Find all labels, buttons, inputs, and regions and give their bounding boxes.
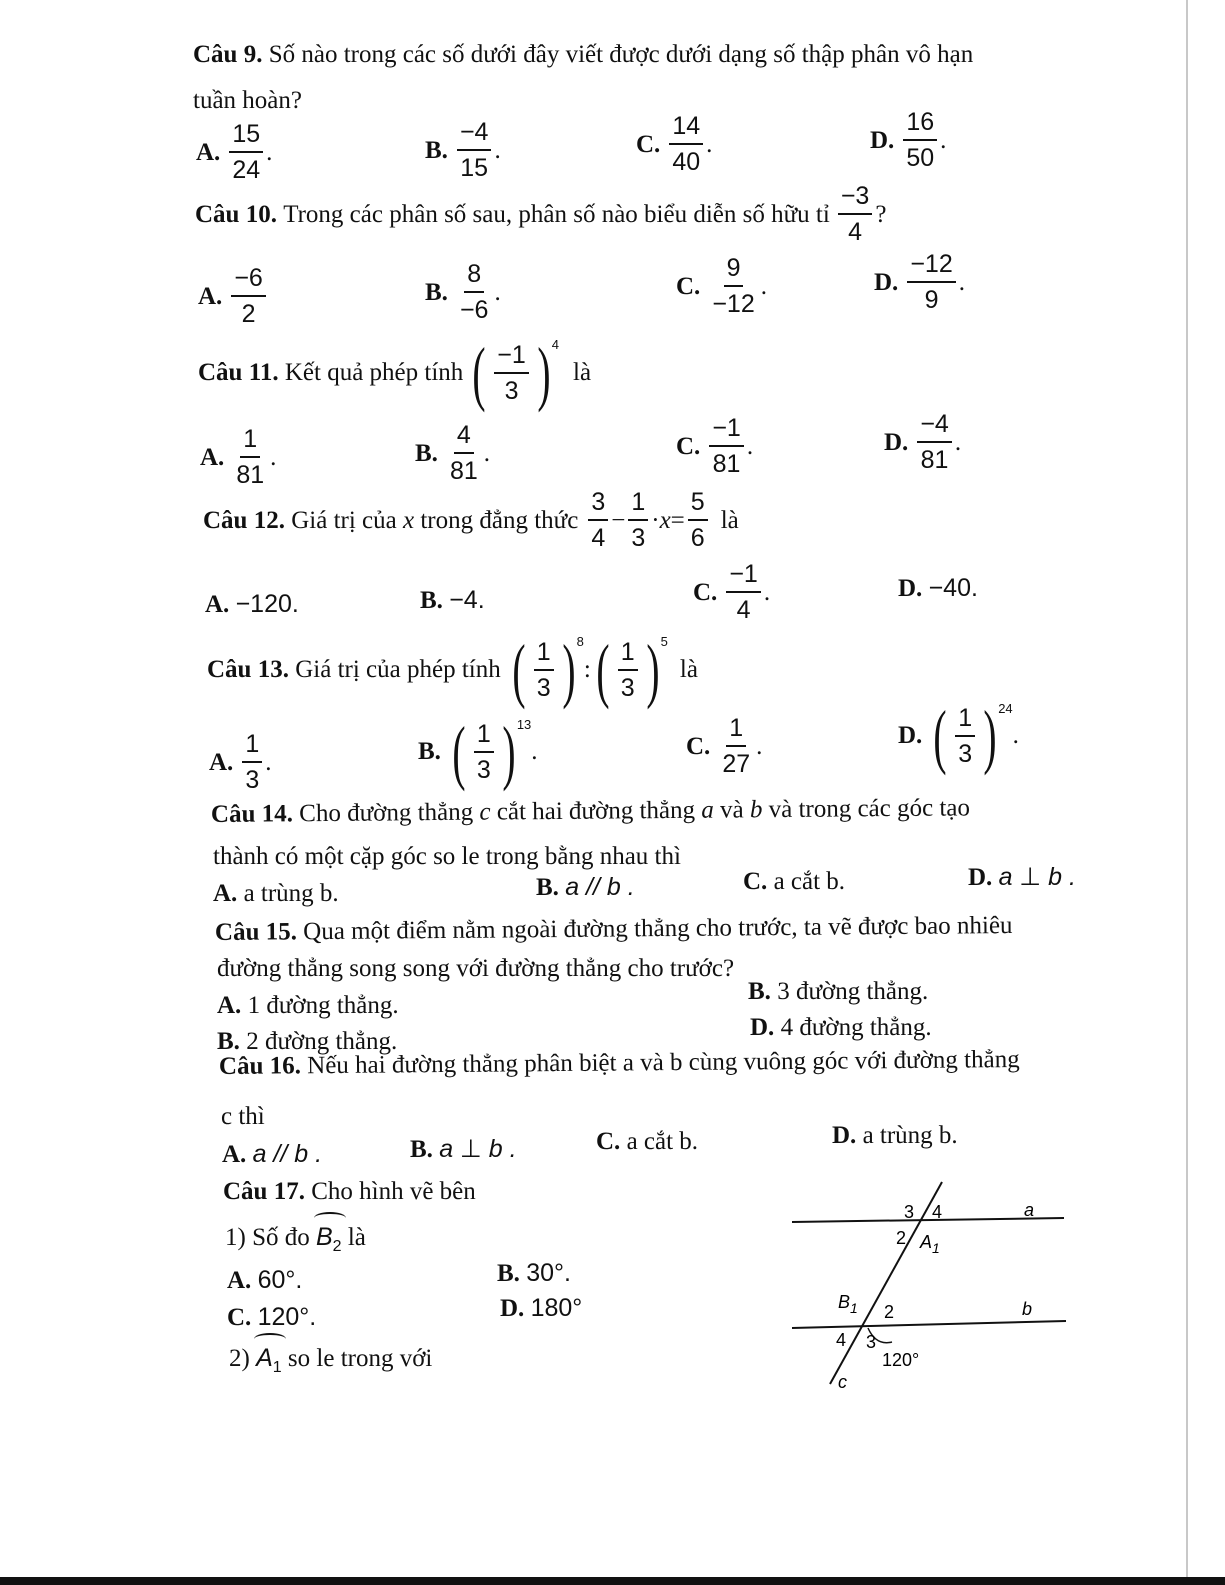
q13-option-b[interactable]: B. ( $\frac{1}{3}$ ) 13 . [418, 712, 538, 792]
q14-line2: thành có một cặp góc so le trong bằng nhau thì [213, 843, 681, 870]
q16-option-b[interactable]: B. a ⊥ b . [410, 1135, 517, 1163]
q11-option-a[interactable]: A. $\frac{1}{81}$ . [200, 425, 277, 489]
q14-option-b[interactable]: B. a // b . [536, 873, 635, 901]
q12-option-a[interactable]: A. −120. [205, 590, 299, 618]
q10-option-a[interactable]: A. $\frac{-6}{2}$ [198, 266, 269, 327]
q16-line1: Câu 16. Nếu hai đường thẳng phân biệt a và b cùng vuông góc với đường thẳng [218, 1046, 1020, 1080]
q12-option-c[interactable]: C. $\frac{-1}{4}$ . [693, 560, 771, 624]
angle-b2: $B_2$ [316, 1222, 342, 1262]
q13-line: Câu 13. Giá trị của phép tính ( $\frac{1}{3}$ ) 8 : ( $\frac{1}{3}$ ) 5 là [207, 630, 698, 710]
q9-option-d[interactable]: D. $\frac{16}{50}$ . [870, 108, 947, 172]
q15-option-a[interactable]: A. 1 đường thẳng. [217, 992, 399, 1019]
q10-option-d[interactable]: D. $\frac{-12}{9}$ . [874, 250, 965, 314]
q15-label: Câu 15. [214, 918, 298, 946]
label-a: a [1024, 1200, 1035, 1220]
label-B1: $B_1$ [838, 1292, 858, 1316]
q17-option-b[interactable]: B. 30°. [497, 1259, 571, 1287]
q9-option-d-fraction: $\frac{16}{50}$ [903, 110, 937, 171]
angle-a1: $A_1$ [256, 1343, 282, 1383]
q15-line1: Câu 15. Qua một điểm nằm ngoài đường thẳng cho trước, ta vẽ được bao nhiêu [214, 912, 1013, 946]
q11-label: Câu 11. [198, 359, 279, 386]
q10-option-b[interactable]: B. $\frac{8}{-6}$ . [425, 260, 501, 324]
q15-option-b2[interactable]: B. 2 đường thẳng. [217, 1028, 398, 1055]
q17-label: Câu 17. [223, 1178, 305, 1205]
q10-fraction: $\frac{-3}{4}$ [838, 184, 873, 245]
q14-option-d[interactable]: D. a ⊥ b . [968, 863, 1076, 891]
q10-option-c[interactable]: C. $\frac{9}{-12}$ . [676, 254, 767, 318]
q9-text: Số nào trong các số dưới đây viết được dưới dạng số thập phân vô hạn [268, 41, 974, 68]
q13-option-a[interactable]: A. $\frac{1}{3}$ . [209, 730, 272, 794]
q9-option-a-fraction: $\frac{15}{24}$ [229, 122, 263, 183]
q9-option-b[interactable]: B. $\frac{-4}{15}$ . [425, 118, 501, 182]
q11-option-c[interactable]: C. $\frac{-1}{81}$ . [676, 414, 754, 478]
q11-option-d[interactable]: D. $\frac{-4}{81}$ . [884, 410, 962, 474]
line-b [792, 1321, 1066, 1328]
q16-line2: c thì [221, 1103, 265, 1130]
q16-option-c[interactable]: C. a cắt b. [596, 1128, 699, 1155]
geometry-figure [780, 1178, 1080, 1398]
q15-line2: đường thẳng song song với đường thẳng cho trước? [217, 955, 735, 982]
q13-label: Câu 13. [207, 656, 289, 683]
q9-line1 [193, 40, 973, 70]
q12-option-d[interactable]: D. −40. [898, 574, 978, 602]
q9-option-c-fraction: $\frac{14}{40}$ [669, 114, 703, 175]
scan-edge-right [1186, 0, 1188, 1585]
q9-option-c[interactable]: C. $\frac{14}{40}$ . [636, 112, 713, 176]
q14-option-a[interactable]: A. a trùng b. [213, 880, 339, 907]
q15-option-d[interactable]: D. 4 đường thẳng. [750, 1014, 932, 1041]
label-angle-b4: 4 [836, 1330, 847, 1350]
label-angle-a4: 4 [932, 1202, 943, 1222]
label-b: b [1022, 1299, 1033, 1319]
scan-edge-bottom [0, 1577, 1225, 1585]
q16-option-d[interactable]: D. a trùng b. [832, 1122, 958, 1149]
q17-option-a[interactable]: A. 60°. [227, 1266, 303, 1294]
q10-label: Câu 10. [195, 200, 277, 228]
q10-line: Câu 10. Trong các phân số sau, phân số nào biểu diễn số hữu tỉ $\frac{-3}{4}$ ? [195, 182, 887, 246]
q9-text-line2: tuần hoàn? [193, 87, 302, 114]
q13-option-d[interactable]: D. ( $\frac{1}{3}$ ) 24 . [898, 696, 1019, 776]
q15-option-b1[interactable]: B. 3 đường thẳng. [748, 978, 929, 1005]
label-angle-120: 120° [882, 1350, 920, 1370]
q17-option-c[interactable]: C. 120°. [227, 1303, 317, 1331]
q14-label: Câu 14. [210, 800, 294, 828]
q17-line: Câu 17. Cho hình vẽ bên [223, 1178, 476, 1205]
q16-label: Câu 16. [218, 1052, 302, 1080]
q11-line: Câu 11. Kết quả phép tính ( $\frac{-1}{3}$ ) 4 là [198, 333, 592, 413]
q17-option-d[interactable]: D. 180° [500, 1294, 583, 1322]
q9-label: Câu 9. [193, 41, 263, 68]
label-angle-a3: 3 [904, 1202, 915, 1222]
q12-label: Câu 12. [203, 506, 285, 534]
q9-option-a[interactable]: A. $\frac{15}{24}$ . [196, 120, 273, 184]
q11-expression: ( $\frac{-1}{3}$ ) 4 [472, 333, 559, 413]
q10-text: Trong các phân số sau, phân số nào biểu diễn số hữu tỉ [283, 200, 830, 228]
label-angle-b2: 2 [884, 1302, 895, 1322]
q14-line1: Câu 14. Cho đường thẳng c cắt hai đường thẳng a và b và trong các góc tạo [210, 794, 971, 828]
q9-option-b-fraction: $\frac{-4}{15}$ [457, 120, 492, 181]
q11-text: Kết quả phép tính [284, 359, 464, 386]
label-c: c [838, 1372, 847, 1392]
q14-option-c[interactable]: C. a cắt b. [743, 868, 846, 895]
q16-option-a[interactable]: A. a // b . [222, 1140, 323, 1168]
label-angle-b3: 3 [866, 1332, 877, 1352]
q17-sub2: 2) $A_1$ so le trong với [229, 1343, 432, 1383]
q13-option-c[interactable]: C. $\frac{1}{27}$ . [686, 714, 763, 778]
q12-option-b[interactable]: B. −4. [420, 586, 485, 614]
q17-sub1: 1) Số đo $B_2$ là [225, 1222, 366, 1262]
label-A1: $A_1$ [920, 1232, 940, 1256]
label-angle-a2: 2 [896, 1228, 907, 1248]
q12-line: Câu 12. Giá trị của x trong đẳng thức $\frac{3}{4}$ − $\frac{1}{3}$ · x = $\frac{5}{6}$ là [203, 488, 739, 552]
q11-option-b[interactable]: B. $\frac{4}{81}$ . [415, 421, 490, 485]
